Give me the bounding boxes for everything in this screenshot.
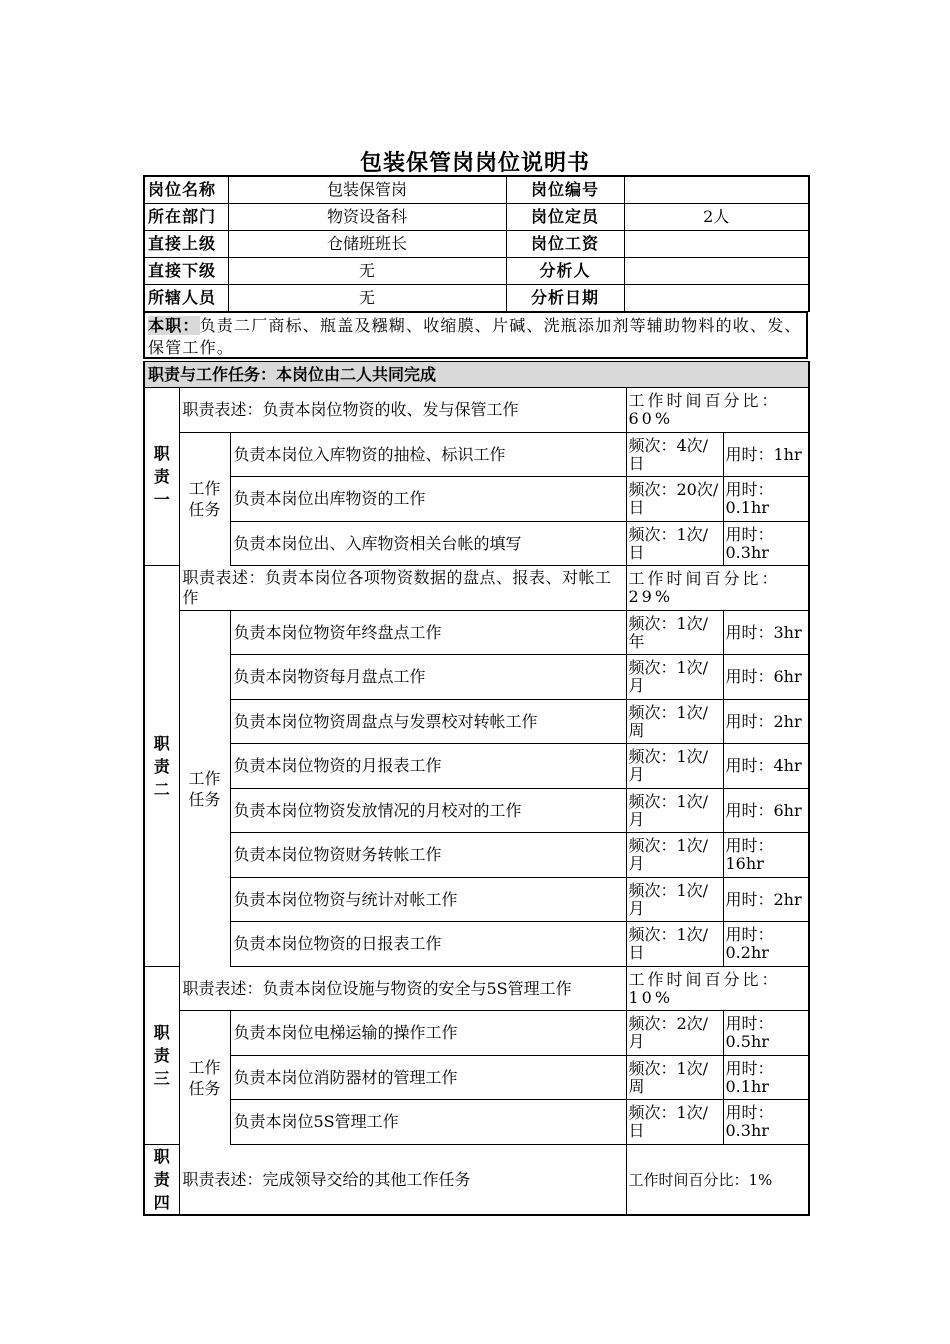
task-text: 负责本岗位物资发放情况的月校对的工作 [230, 789, 626, 833]
duties-table [143, 361, 810, 1216]
duty-time-percent: 工作时间百分比：60% [626, 388, 809, 433]
task-frequency: 频次：1次/日 [626, 1100, 723, 1145]
task-frequency: 频次：1次/月 [626, 744, 723, 789]
task-frequency: 频次：20次/日 [626, 477, 723, 522]
duty-time-percent: 工作时间百分比：29% [626, 566, 809, 611]
task-time: 用时：0.3hr [723, 522, 809, 566]
duty-time-percent: 工作时间百分比：1% [626, 1145, 809, 1216]
task-text: 负责本岗位物资的月报表工作 [230, 744, 626, 789]
duty-description: 职责表述：负责本岗位设施与物资的安全与5S管理工作 [179, 967, 626, 1011]
info-label: 岗位定员 [506, 204, 624, 231]
info-value: 2人 [624, 204, 809, 231]
info-label: 直接上级 [144, 231, 228, 258]
duty-label-text: 职责二 [153, 733, 170, 799]
basic-info-table [143, 175, 810, 312]
task-text: 负责本岗位消防器材的管理工作 [230, 1056, 626, 1100]
info-label: 岗位名称 [144, 176, 228, 204]
task-frequency: 频次：2次/月 [626, 1011, 723, 1056]
task-frequency: 频次：1次/日 [626, 522, 723, 566]
info-row [144, 176, 809, 204]
info-label: 分析日期 [506, 285, 624, 312]
info-label: 直接下级 [144, 258, 228, 285]
info-value: 包装保管岗 [228, 176, 506, 204]
task-text: 负责本岗位物资的日报表工作 [230, 922, 626, 967]
task-text: 负责本岗位入库物资的抽检、标识工作 [230, 433, 626, 477]
info-label: 岗位工资 [506, 231, 624, 258]
task-text: 负责本岗位物资与统计对帐工作 [230, 878, 626, 922]
info-value: 仓储班班长 [228, 231, 506, 258]
task-frequency: 频次：1次/月 [626, 878, 723, 922]
duty-label-text: 职责四 [153, 1147, 170, 1212]
duty-label [144, 566, 179, 967]
task-time: 用时：2hr [723, 878, 809, 922]
work-task-label-text: 工作任务 [188, 768, 221, 809]
task-text: 负责本岗位出库物资的工作 [230, 477, 626, 522]
task-time: 用时：0.2hr [723, 922, 809, 967]
task-text: 负责本岗位电梯运输的操作工作 [230, 1011, 626, 1056]
duties-header: 职责与工作任务：本岗位由二人共同完成 [144, 362, 809, 388]
info-row [144, 231, 809, 258]
duty-label [144, 388, 179, 566]
info-value [624, 285, 809, 312]
task-time: 用时：0.1hr [723, 477, 809, 522]
work-task-label [179, 433, 230, 566]
task-text: 负责本岗位物资财务转帐工作 [230, 833, 626, 878]
info-value: 无 [228, 258, 506, 285]
task-time: 用时：1hr [723, 433, 809, 477]
info-label: 所在部门 [144, 204, 228, 231]
info-label: 所辖人员 [144, 285, 228, 312]
document-title: 包装保管岗岗位说明书 [359, 151, 590, 176]
work-task-label-text: 工作任务 [188, 1057, 221, 1098]
task-frequency: 频次：1次/周 [626, 1056, 723, 1100]
task-frequency: 频次：4次/日 [626, 433, 723, 477]
duty-label [144, 1145, 179, 1216]
duty-time-percent: 工作时间百分比：10% [626, 967, 809, 1011]
info-value: 无 [228, 285, 506, 312]
task-frequency: 频次：1次/日 [626, 922, 723, 967]
info-row [144, 204, 809, 231]
info-value: 物资设备科 [228, 204, 506, 231]
info-value [624, 176, 809, 204]
duty-description: 职责表述：负责本岗位各项物资数据的盘点、报表、对帐工作 [179, 566, 626, 611]
task-frequency: 频次：1次/月 [626, 789, 723, 833]
task-text: 负责本岗位物资年终盘点工作 [230, 611, 626, 655]
task-time: 用时：6hr [723, 655, 809, 700]
task-time: 用时：2hr [723, 700, 809, 744]
summary-label: 本职： [148, 316, 200, 335]
task-text: 负责本岗位5S管理工作 [230, 1100, 626, 1145]
task-frequency: 频次：1次/月 [626, 655, 723, 700]
duty-description: 职责表述：负责本岗位物资的收、发与保管工作 [179, 388, 626, 433]
task-time: 用时：0.5hr [723, 1011, 809, 1056]
task-time: 用时：0.3hr [723, 1100, 809, 1145]
duty-label-text: 职责三 [153, 1023, 170, 1088]
duty-description: 职责表述：完成领导交给的其他工作任务 [179, 1145, 626, 1216]
task-time: 用时：16hr [723, 833, 809, 878]
work-task-label [179, 611, 230, 967]
task-text: 负责本岗位物资周盘点与发票校对转帐工作 [230, 700, 626, 744]
task-frequency: 频次：1次/月 [626, 833, 723, 878]
task-text: 负责本岗物资每月盘点工作 [230, 655, 626, 700]
task-time: 用时：3hr [723, 611, 809, 655]
info-row [144, 285, 809, 312]
work-task-label-text: 工作任务 [188, 479, 221, 520]
task-time: 用时：0.1hr [723, 1056, 809, 1100]
duty-label-text: 职责一 [153, 444, 170, 509]
work-task-label [179, 1011, 230, 1145]
info-value [624, 258, 809, 285]
info-value [624, 231, 809, 258]
task-frequency: 频次：1次/周 [626, 700, 723, 744]
task-time: 用时：6hr [723, 789, 809, 833]
task-text: 负责本岗位出、入库物资相关台帐的填写 [230, 522, 626, 566]
task-frequency: 频次：1次/年 [626, 611, 723, 655]
job-summary [143, 312, 808, 359]
duty-label [144, 967, 179, 1145]
summary-text: 负责二厂商标、瓶盖及糨糊、收缩膜、片碱、洗瓶添加剂等辅助物料的收、发、保管工作。 [148, 316, 802, 357]
info-label: 岗位编号 [506, 176, 624, 204]
info-label: 分析人 [506, 258, 624, 285]
info-row [144, 258, 809, 285]
task-time: 用时：4hr [723, 744, 809, 789]
